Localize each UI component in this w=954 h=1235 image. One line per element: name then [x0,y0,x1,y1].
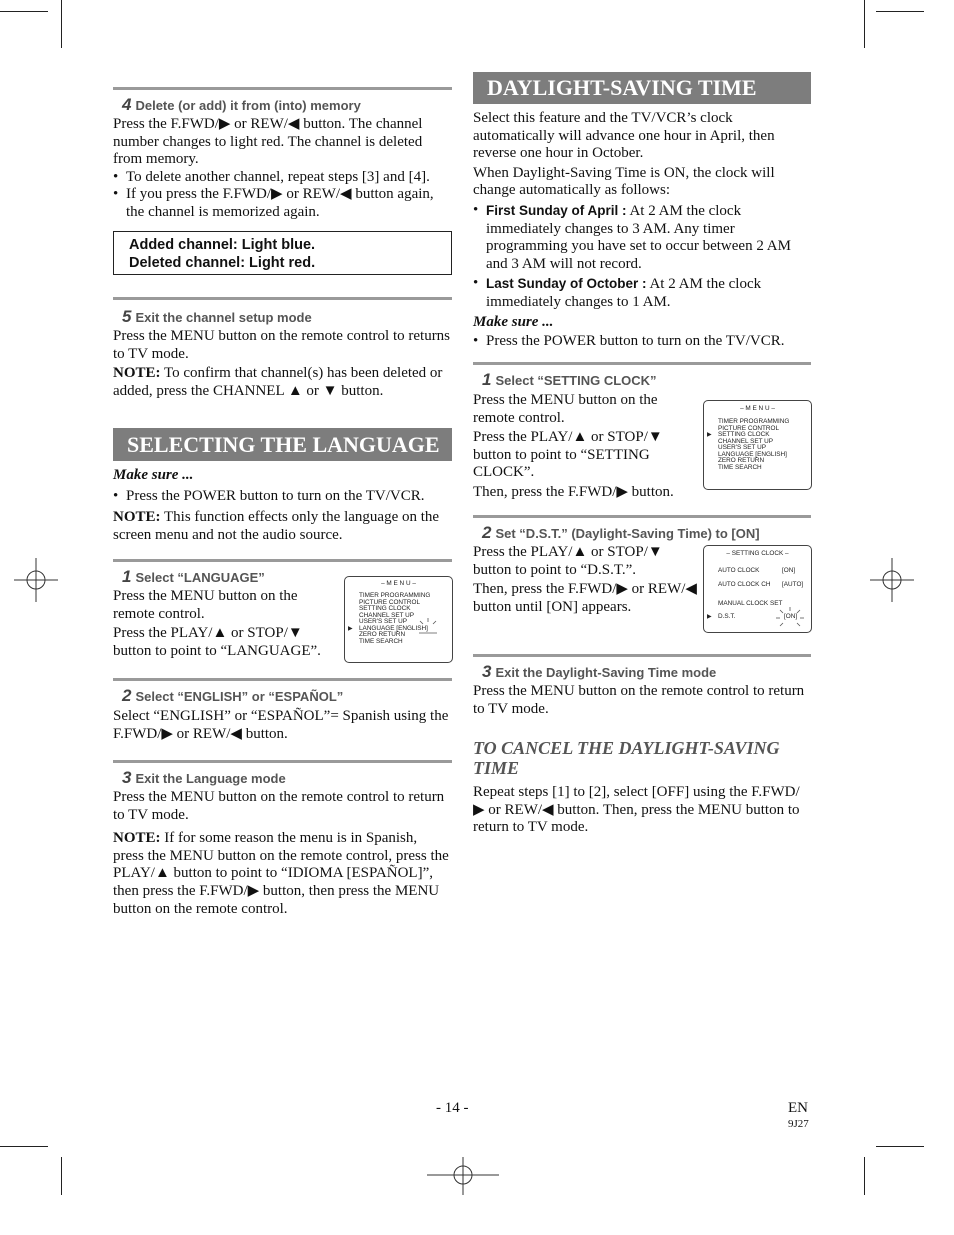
crop-mark [61,0,62,48]
menu-screen-language: – M E N U – TIMER PROGRAMMING PICTURE CONTROL SETTING CLOCK CHANNEL SET UP USER'S SET UP LANGUAGE [ENGLISH] ZERO RETURN TIME SEARCH ▶ [344,576,453,663]
dst-step-2-heading: 2 Set “D.S.T.” (Daylight-Saving Time) to [ON] [482,523,760,542]
crop-mark [0,1146,48,1147]
page-number: - 14 - [436,1100,469,1116]
section-rule [113,87,452,90]
section-rule [113,559,452,562]
cancel-dst-title: TO CANCEL THE DAYLIGHT-SAVING TIME [473,738,780,778]
lang-step-2-text: Select “ENGLISH” or “ESPAÑOL”= Spanish using the F.FWD/▶ or REW/◀ button. [113,708,449,742]
setting-clock-screen: – SETTING CLOCK – AUTO CLOCK [ON] AUTO CLOCK CH [AUTO] MANUAL CLOCK SET D.S.T. [ON] ▶ [703,545,812,633]
color-note-box: Added channel: Light blue. Deleted channel: Light red. [113,231,452,275]
model-code: 9J27 [788,1118,809,1130]
section-rule [113,760,452,763]
language-code: EN [788,1100,808,1116]
crop-mark [61,1157,62,1195]
menu-screen-setting-clock: – M E N U – TIMER PROGRAMMING PICTURE CONTROL SETTING CLOCK CHANNEL SET UP USER'S SET UP LANGUAGE [ENGLISH] ZERO RETURN TIME SEARCH ▶ [703,400,812,490]
crop-mark [876,1146,924,1147]
cancel-dst-text: Repeat steps [1] to [2], select [OFF] using the F.FWD/▶ or REW/◀ button. Then, press the MENU button to return to TV mode. [473,784,800,836]
section-rule [473,654,811,657]
crop-mark [876,11,924,12]
lang-step-3-heading: 3 Exit the Language mode [122,768,286,787]
section-rule [473,515,811,518]
dst-step-2-text: Press the PLAY/▲ or STOP/▼ button to point to “D.S.T.”. Then, press the F.FWD/▶ or REW/◀ button until [ON] appears. [473,544,697,615]
dst-step-3-text: Press the MENU button on the remote control to return to TV mode. [473,683,805,717]
crop-mark [864,1157,865,1195]
dst-banner: DAYLIGHT-SAVING TIME [473,72,811,104]
pointer-icon: ▶ [707,614,712,620]
dst-step-3-heading: 3 Exit the Daylight-Saving Time mode [482,662,717,681]
registration-mark-right [870,558,914,602]
language-banner: SELECTING THE LANGUAGE [113,428,452,461]
lang-step-1-heading: 1 Select “LANGUAGE” [122,567,265,586]
dst-intro: Select this feature and the TV/VCR’s clock automatically will advance one hour in April, then reverse one hour in October. When Daylight-Saving Time is ON, the clock will change automatically as follows: • First Sunday of April : At 2 AM the clock immediately changes to 3 AM. Any timer programming you have set to occur between 2 AM and 3 AM will not record. • Last Sunday of October : At 2 AM the clock immediately changes to 1 AM. Make sure ... • Press the POWER button to turn on the TV/VCR. [473,110,791,350]
step-5-text: Press the MENU button on the remote control to returns to TV mode. NOTE: To confirm that channel(s) has been deleted or added, press the CHANNEL ▲ or ▼ button. [113,328,451,399]
lang-step-2-heading: 2 Select “ENGLISH” or “ESPAÑOL” [122,686,344,705]
section-rule [113,297,452,300]
blink-icon [417,617,439,637]
step-4-heading: 4 Delete (or add) it from (into) memory [122,95,361,114]
dst-step-1-heading: 1 Select “SETTING CLOCK” [482,370,657,389]
blink-icon [774,606,806,630]
registration-mark-left [14,558,58,602]
lang-step-3-text: Press the MENU button on the remote control to return to TV mode. NOTE: If for some reason the menu is in Spanish, press the MENU button on the remote control, press the PLAY/▲ button to point to “IDIOMA [ESPAÑOL]”, then press the F.FWD/▶ button, then press the MENU button on the remote control. [113,789,449,917]
language-intro: Make sure ... • Press the POWER button to turn on the TV/VCR. NOTE: This function effects only the language on the screen menu and not the audio source. [113,467,440,543]
pointer-icon: ▶ [707,432,712,438]
step-5-heading: 5 Exit the channel setup mode [122,307,312,326]
section-rule [473,362,811,365]
crop-mark [0,11,48,12]
section-rule [113,678,452,681]
registration-mark-bottom [427,1155,499,1195]
lang-step-1-text: Press the MENU button on the remote control. Press the PLAY/▲ or STOP/▼ button to point to “LANGUAGE”. [113,588,321,659]
dst-step-1-text: Press the MENU button on the remote control. Press the PLAY/▲ or STOP/▼ button to point to “SETTING CLOCK”. Then, press the F.FWD/▶ button. [473,392,674,500]
step-4-text: Press the F.FWD/▶ or REW/◀ button. The channel number changes to light red. The channel is deleted from memory. • To delete another channel, repeat steps [3] and [4]. • If you press the F.FWD/▶ or REW/◀ button again, the channel is memorized again. [113,116,434,220]
pointer-icon: ▶ [348,625,353,632]
crop-mark [864,0,865,48]
